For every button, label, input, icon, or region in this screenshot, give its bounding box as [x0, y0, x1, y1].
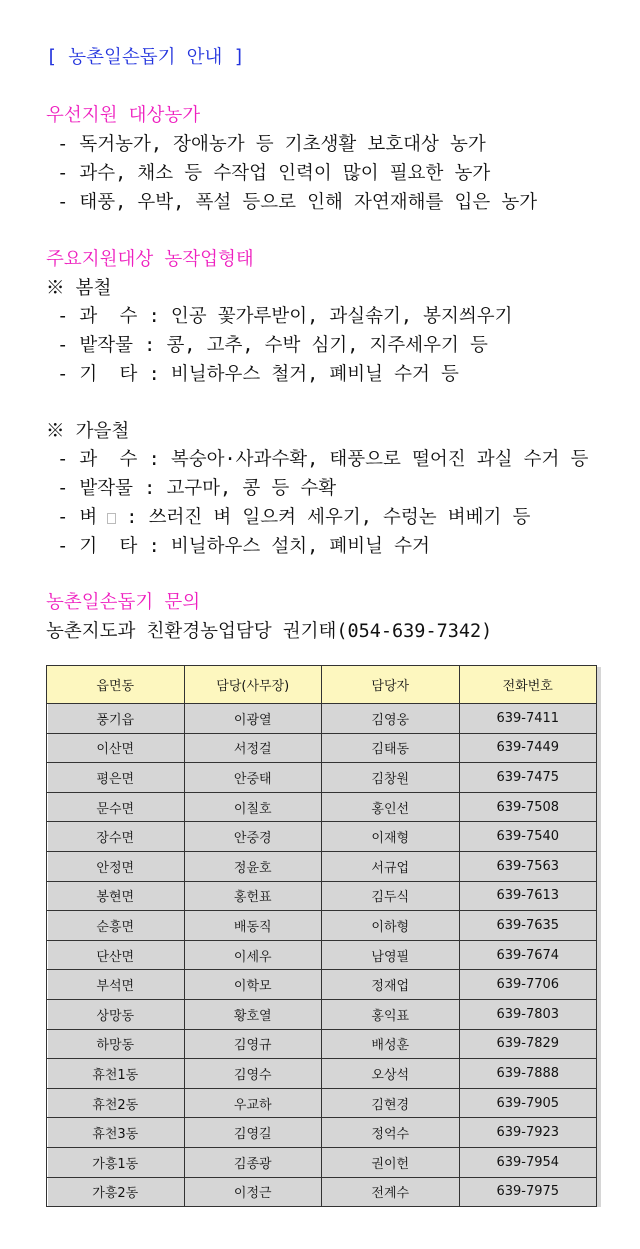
- column-header: 담당자: [322, 666, 460, 704]
- table-row: [47, 792, 597, 822]
- table-cell: 김두식: [322, 881, 460, 911]
- table-cell: 우교하: [184, 1088, 322, 1118]
- table-cell: 봉현면: [47, 881, 185, 911]
- rice-prefix: - 벼: [46, 507, 98, 528]
- table-cell: 가흥2동: [47, 1177, 185, 1207]
- table-row: [47, 763, 597, 793]
- table-row: [47, 911, 597, 941]
- table-cell: 상망동: [47, 999, 185, 1029]
- table-cell: 이하형: [322, 911, 460, 941]
- table-cell: 홍인선: [322, 792, 460, 822]
- priority-item: - 과수, 채소 등 수작업 인력이 많이 필요한 농가: [46, 163, 491, 184]
- contact-text: 농촌지도과 친환경농업담당 권기태(054-639-7342): [46, 621, 493, 642]
- autumn-item: - 밭작물 : 고구마, 콩 등 수확: [46, 478, 337, 499]
- table-cell: 하망동: [47, 1029, 185, 1059]
- spring-item: - 과 수 : 인공 꽃가루받이, 과실솎기, 봉지씌우기: [46, 306, 513, 327]
- table-cell: 김영수: [184, 1059, 322, 1089]
- table-row: [47, 1147, 597, 1177]
- table-cell: 권이헌: [322, 1147, 460, 1177]
- table-cell: 639-7923: [459, 1118, 597, 1148]
- spring-item: - 밭작물 : 콩, 고추, 수박 심기, 지주세우기 등: [46, 335, 488, 356]
- table-cell: 김영규: [184, 1029, 322, 1059]
- table-row: [47, 1177, 597, 1207]
- table-cell: 순흥면: [47, 911, 185, 941]
- table-cell: 정윤호: [184, 851, 322, 881]
- autumn-label: ※ 가을철: [46, 421, 130, 442]
- table-header-row: [47, 666, 597, 704]
- table-cell: 639-7563: [459, 851, 597, 881]
- table-row: [47, 999, 597, 1029]
- main-support-heading: 주요지원대상 농작업형태: [46, 249, 254, 270]
- table-cell: 639-7613: [459, 881, 597, 911]
- table-cell: 풍기읍: [47, 704, 185, 734]
- autumn-item: - 기 타 : 비닐하우스 설치, 폐비닐 수거: [46, 536, 430, 557]
- column-header: 전화번호: [459, 666, 597, 704]
- table-row: [47, 970, 597, 1000]
- column-header: 담당(사무장): [184, 666, 322, 704]
- table-cell: 장수면: [47, 822, 185, 852]
- table-cell: 김종광: [184, 1147, 322, 1177]
- table-cell: 639-7975: [459, 1177, 597, 1207]
- priority-heading: 우선지원 대상농가: [46, 105, 201, 126]
- priority-item: - 태풍, 우박, 폭설 등으로 인해 자연재해를 입은 농가: [46, 192, 538, 213]
- table-cell: 서규업: [322, 851, 460, 881]
- contact-table: [46, 665, 597, 1207]
- table-cell: 문수면: [47, 792, 185, 822]
- table-cell: 남영필: [322, 940, 460, 970]
- table-cell: 서정걸: [184, 733, 322, 763]
- table-cell: 홍익표: [322, 999, 460, 1029]
- table-body: [47, 704, 597, 1207]
- table-cell: 가흥1동: [47, 1147, 185, 1177]
- table-row: [47, 1088, 597, 1118]
- table-cell: 안정면: [47, 851, 185, 881]
- table-row: [47, 733, 597, 763]
- spring-item: - 기 타 : 비닐하우스 철거, 폐비닐 수거 등: [46, 364, 459, 385]
- table-cell: 639-7803: [459, 999, 597, 1029]
- table-row: [47, 881, 597, 911]
- table-cell: 정억수: [322, 1118, 460, 1148]
- table-cell: 639-7475: [459, 763, 597, 793]
- table-cell: 휴천3동: [47, 1118, 185, 1148]
- table-cell: 전계수: [322, 1177, 460, 1207]
- table-cell: 평은면: [47, 763, 185, 793]
- table-cell: 이광열: [184, 704, 322, 734]
- table-cell: 이칠호: [184, 792, 322, 822]
- table-row: [47, 704, 597, 734]
- table-cell: 639-7954: [459, 1147, 597, 1177]
- table-row: [47, 1118, 597, 1148]
- autumn-item: - 과 수 : 복숭아·사과수확, 태풍으로 떨어진 과실 수거 등: [46, 449, 589, 470]
- spring-label: ※ 봄철: [46, 278, 112, 299]
- table-cell: 김영웅: [322, 704, 460, 734]
- table-cell: 오상석: [322, 1059, 460, 1089]
- autumn-item-rice: [46, 506, 530, 530]
- rice-text: : 쓰러진 벼 일으켜 세우기, 수렁논 벼베기 등: [126, 507, 531, 528]
- table-cell: 김창원: [322, 763, 460, 793]
- table-cell: 김태동: [322, 733, 460, 763]
- box-glyph-icon: [107, 513, 116, 524]
- table-cell: 단산면: [47, 940, 185, 970]
- table-row: [47, 851, 597, 881]
- table-cell: 부석면: [47, 970, 185, 1000]
- table-row: [47, 822, 597, 852]
- page-title: [ 농촌일손돕기 안내 ]: [46, 47, 245, 68]
- table-cell: 639-7449: [459, 733, 597, 763]
- table-cell: 이재형: [322, 822, 460, 852]
- table-row: [47, 1059, 597, 1089]
- table-cell: 휴천1동: [47, 1059, 185, 1089]
- table-cell: 639-7411: [459, 704, 597, 734]
- table-cell: 안중경: [184, 822, 322, 852]
- table-row: [47, 940, 597, 970]
- table-cell: 황호열: [184, 999, 322, 1029]
- table-cell: 김현경: [322, 1088, 460, 1118]
- table-cell: 이학모: [184, 970, 322, 1000]
- table-cell: 639-7508: [459, 792, 597, 822]
- table-cell: 이세우: [184, 940, 322, 970]
- table-cell: 배성훈: [322, 1029, 460, 1059]
- table-cell: 639-7706: [459, 970, 597, 1000]
- column-header: 읍면동: [47, 666, 185, 704]
- table-cell: 배동직: [184, 911, 322, 941]
- table-cell: 639-7635: [459, 911, 597, 941]
- table-cell: 김영길: [184, 1118, 322, 1148]
- table-cell: 639-7540: [459, 822, 597, 852]
- table-cell: 639-7905: [459, 1088, 597, 1118]
- table-cell: 홍헌표: [184, 881, 322, 911]
- table-cell: 이산면: [47, 733, 185, 763]
- table-cell: 휴천2동: [47, 1088, 185, 1118]
- table-cell: 안중태: [184, 763, 322, 793]
- table-cell: 이정근: [184, 1177, 322, 1207]
- table-row: [47, 1029, 597, 1059]
- priority-item: - 독거농가, 장애농가 등 기초생활 보호대상 농가: [46, 134, 486, 155]
- table-cell: 639-7829: [459, 1029, 597, 1059]
- table-cell: 정재업: [322, 970, 460, 1000]
- contact-heading: 농촌일손돕기 문의: [46, 592, 201, 613]
- table-cell: 639-7674: [459, 940, 597, 970]
- table-cell: 639-7888: [459, 1059, 597, 1089]
